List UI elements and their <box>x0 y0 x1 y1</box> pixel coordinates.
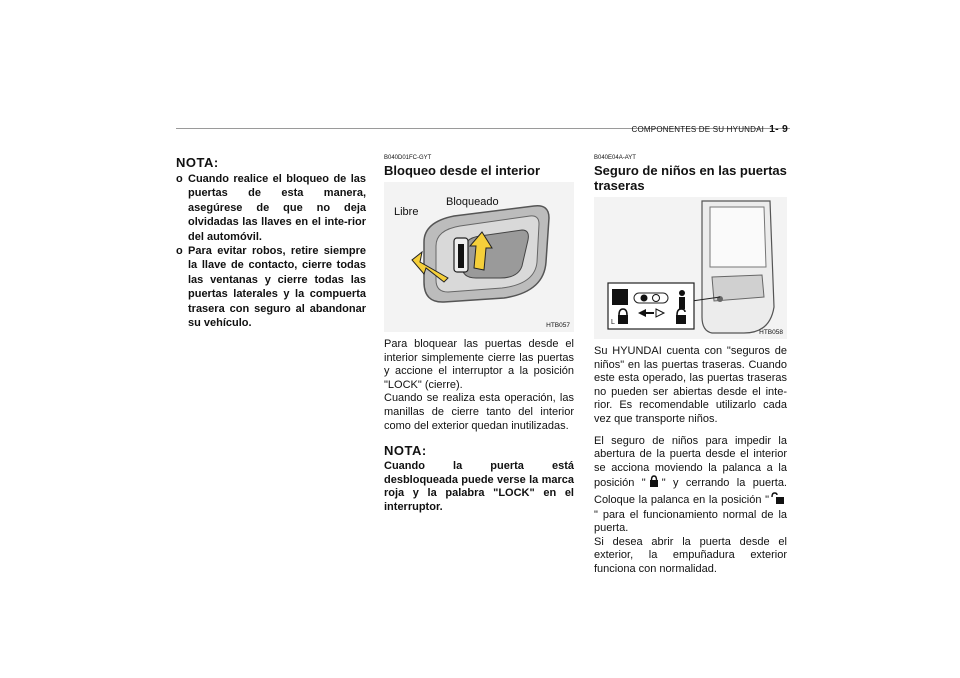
note-list <box>176 172 366 330</box>
child-lock-figure <box>594 197 787 339</box>
bullet-text: Para evitar robos, retire siempre la llave de contacto, cierre todas las ventanas y cierre todas las puertas laterales y la compuerta trasera con seguro al abandonar su vehículo. <box>188 245 366 330</box>
middle-column <box>384 155 574 515</box>
inset-label: L <box>611 319 615 326</box>
note-title: NOTA: <box>176 155 219 170</box>
bullet-marker: o <box>176 173 183 185</box>
section-code: B040E04A-AYT <box>594 155 636 161</box>
label-free: Libre <box>394 206 419 218</box>
section-title: COMPONENTES DE SU HYUNDAI <box>631 125 765 134</box>
note-title: NOTA: <box>384 443 427 459</box>
note-box <box>384 443 574 514</box>
paragraph <box>594 435 787 536</box>
bullet-text: Cuando realice el bloqueo de las puertas de esta manera, asegúrese de que no deja olvidadas las llaves en el inte-rior del automóvil. <box>188 173 366 243</box>
unlock-icon <box>771 492 785 509</box>
door-lock-figure <box>384 182 574 332</box>
text-segment: " para el funcionamiento normal de la puerta. <box>594 508 787 535</box>
figure-id: HTB058 <box>759 329 783 336</box>
bullet-marker: o <box>176 245 183 258</box>
page-number: 1- 9 <box>769 123 788 135</box>
lock-icon <box>648 475 660 492</box>
rear-door-illustration <box>594 197 787 339</box>
section-title: Bloqueo desde el interior <box>384 163 541 178</box>
page-header <box>632 123 788 135</box>
text-segment: " y cerrando la puerta. Coloque la palanca en la posición " <box>594 477 787 507</box>
paragraph: Cuando se realiza esta operación, las manillas de cierre tanto del interior como del exterior quedan inutilizadas. <box>384 392 574 432</box>
left-column <box>176 155 366 330</box>
paragraph: Si desea abrir la puerta desde el exterior, la empuñadura exterior funciona con normalidad. <box>594 535 787 575</box>
list-item <box>176 244 366 330</box>
note-text: Cuando la puerta está desbloqueada puede verse la marca roja y la palabra "LOCK" en el interruptor. <box>384 460 574 513</box>
section-code: B040D01FC-GYT <box>384 155 432 161</box>
paragraph: Su HYUNDAI cuenta con "seguros de niños" en las puertas traseras. Cuando este esta operado, las puertas traseras no pueden ser abiertas desde el inte-rior. Es recomendable utilizarlo cada vez que transporte niños. <box>594 345 787 425</box>
label-locked: Bloqueado <box>446 196 499 208</box>
figure-id: HTB057 <box>546 322 570 329</box>
text-segment: El seguro de niños para impedir la abertura de la puerta desde el interior se acciona moviendo la palanca a la posición " <box>594 434 787 490</box>
section-title: Seguro de niños en las puertas traseras <box>594 163 787 193</box>
list-item <box>176 172 366 244</box>
right-column <box>594 155 787 577</box>
paragraph: Para bloquear las puertas desde el interior simplemente cierre las puertas y accione el interruptor a la posición "LOCK" (cierre). <box>384 338 574 391</box>
